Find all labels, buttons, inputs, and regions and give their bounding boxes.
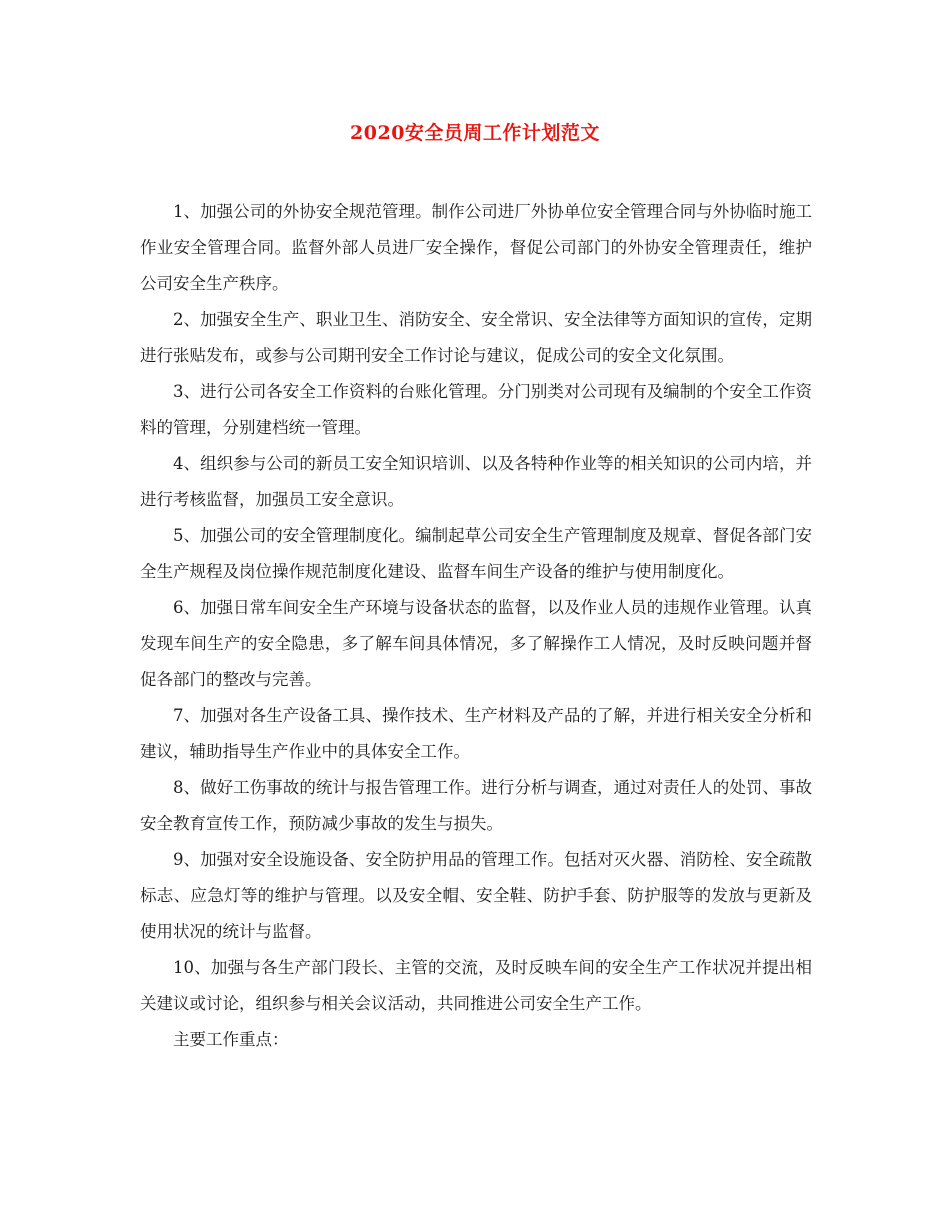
- paragraph-9: 9、加强对安全设施设备、安全防护用品的管理工作。包括对灭火器、消防栓、安全疏散标志、应急灯等的维护与管理。以及安全帽、安全鞋、防护手套、防护服等的发放与更新及使用状况的统计与监督。: [140, 850, 812, 941]
- document-body: [140, 194, 812, 1058]
- paragraph-6: 6、加强日常车间安全生产环境与设备状态的监督，以及作业人员的违规作业管理。认真发现车间生产的安全隐患，多了解车间具体情况，多了解操作工人情况，及时反映问题并督促各部门的整改与完善。: [140, 598, 812, 689]
- paragraph-1: 1、加强公司的外协安全规范管理。制作公司进厂外协单位安全管理合同与外协临时施工作业安全管理合同。监督外部人员进厂安全操作，督促公司部门的外协安全管理责任，维护公司安全生产秩序。: [140, 202, 812, 293]
- section-heading-key-tasks: 主要工作重点：: [173, 1030, 289, 1049]
- paragraph-5: 5、加强公司的安全管理制度化。编制起草公司安全生产管理制度及规章、督促各部门安全生产规程及岗位操作规范制度化建设、监督车间生产设备的维护与使用制度化。: [140, 526, 812, 581]
- paragraph-4: 4、组织参与公司的新员工安全知识培训、以及各特种作业等的相关知识的公司内培，并进行考核监督，加强员工安全意识。: [140, 454, 812, 509]
- paragraph-7: 7、加强对各生产设备工具、操作技术、生产材料及产品的了解，并进行相关安全分析和建议，辅助指导生产作业中的具体安全工作。: [140, 706, 812, 761]
- paragraph-3: 3、进行公司各安全工作资料的台账化管理。分门别类对公司现有及编制的个安全工作资料的管理，分别建档统一管理。: [140, 382, 812, 437]
- paragraph-10: 10、加强与各生产部门段长、主管的交流，及时反映车间的安全生产工作状况并提出相关建议或讨论，组织参与相关会议活动，共同推进公司安全生产工作。: [140, 958, 812, 1013]
- document-title: 2020安全员周工作计划范文: [350, 122, 600, 144]
- paragraph-8: 8、做好工伤事故的统计与报告管理工作。进行分析与调查，通过对责任人的处罚、事故安全教育宣传工作，预防减少事故的发生与损失。: [140, 778, 812, 833]
- paragraph-2: 2、加强安全生产、职业卫生、消防安全、安全常识、安全法律等方面知识的宣传，定期进行张贴发布，或参与公司期刊安全工作讨论与建议，促成公司的安全文化氛围。: [140, 310, 812, 365]
